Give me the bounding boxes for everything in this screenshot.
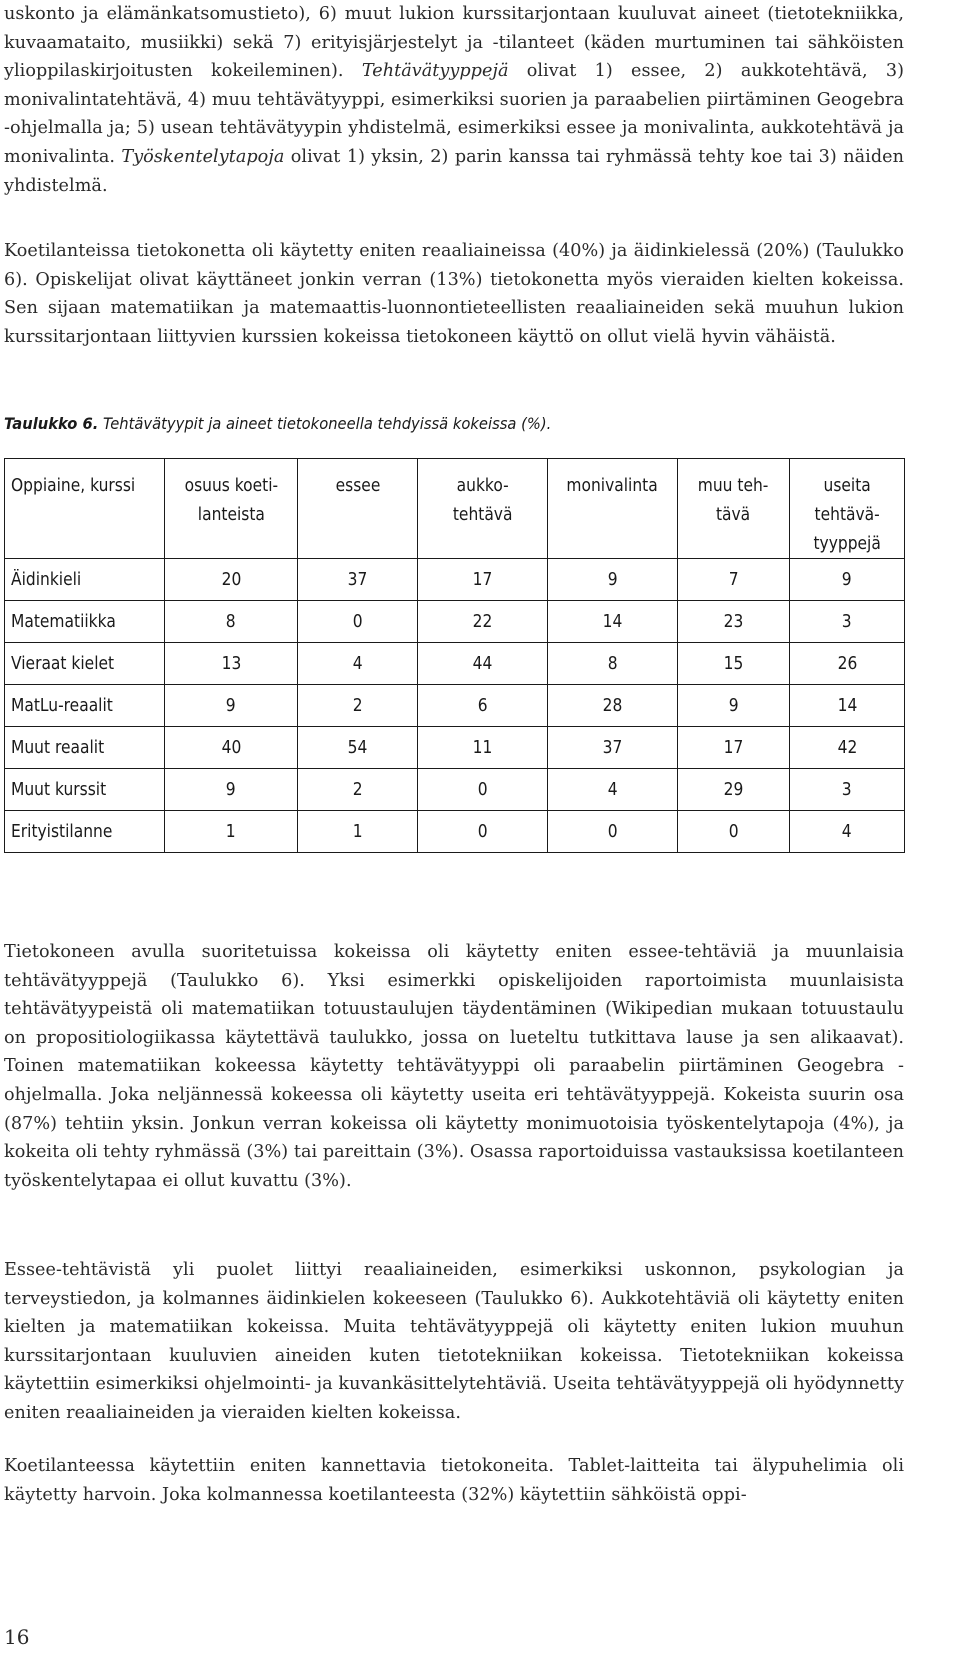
value-cell: 22 — [418, 601, 548, 643]
paragraph-devices: Koetilanteessa käytettiin eniten kannettavia tietokoneita. Tablet-laitteita tai älypuhelimia oli käytetty harvoin. Joka kolmannessa koetilanteesta (32%) käytettiin sähköistä oppi- — [4, 1456, 904, 1505]
value-cell: 54 — [298, 727, 418, 769]
table-caption-text: Tehtävätyypit ja aineet tietokoneella tehdyissä kokeissa (%). — [98, 414, 552, 433]
table-caption-label: Taulukko 6. — [4, 414, 99, 433]
value-cell: 0 — [678, 811, 790, 853]
data-table — [4, 458, 905, 853]
value-cell: 9 — [548, 559, 678, 601]
paragraph-computer-use: Koetilanteissa tietokonetta oli käytetty eniten reaaliaineissa (40%) ja äidinkielessä (20%) (Taulukko 6). Opiskelijat olivat käyttäneet jonkin verran (13%) tietokonetta myös vieraiden kielten kokeissa. Sen sijaan matematiikan ja matemaattis-luonnontieteellisten reaaliaineiden sekä muuhun lukion kurssitarjontaan liittyvien kurssien kokeissa tietokoneen käyttö on ollut vielä hyvin vähäistä. — [4, 241, 904, 347]
value-cell: 28 — [548, 685, 678, 727]
paragraph-text: uskonto ja elämänkatsomustieto), 6) muut lukion kurssitarjontaan kuuluvat aineet (tietotekniikka, kuvaamataito, musiikki) sekä 7) erityisjärjestelyt ja -tilanteet (käden murtuminen tai sähköisten ylioppilaskirjoitusten kokeileminen). — [4, 4, 904, 82]
value-cell: 44 — [418, 643, 548, 685]
paragraph-essay-results: Essee-tehtävistä yli puolet liittyi reaaliaineiden, esimerkiksi uskonnon, psykologian ja terveystiedon, ja kolmannes äidinkielen kokeeseen (Taulukko 6). Aukkotehtäviä oli käytetty eniten kielten ja matematiikan kokeissa. Muita tehtävätyyppejä oli käytetty eniten lukion muuhun kurssitarjontaan kuuluvien aineiden kuten tietotekniikan kokeissa. Tietotekniikan kokeissa käytettiin esimerkiksi ohjelmointi- ja kuvankäsittelytehtäviä. Useita tehtävätyyppejä oli hyödynnetty eniten reaaliaineiden ja vieraiden kielten kokeissa. — [4, 1260, 904, 1423]
value-cell: 9 — [678, 685, 790, 727]
value-cell: 1 — [165, 811, 298, 853]
value-cell: 9 — [790, 559, 905, 601]
header-share: osuus koeti- lanteista — [165, 459, 298, 559]
value-cell: 23 — [678, 601, 790, 643]
value-cell: 4 — [548, 769, 678, 811]
value-cell: 20 — [165, 559, 298, 601]
value-cell: 17 — [678, 727, 790, 769]
value-cell: 9 — [165, 685, 298, 727]
value-cell: 3 — [790, 601, 905, 643]
table-row — [5, 727, 905, 769]
row-label-cell: MatLu-reaalit — [5, 685, 165, 727]
header-other-task: muu teh- tävä — [678, 459, 790, 559]
page-number: 16 — [4, 1625, 30, 1649]
value-cell: 4 — [790, 811, 905, 853]
value-cell: 13 — [165, 643, 298, 685]
value-cell: 2 — [298, 769, 418, 811]
value-cell: 0 — [548, 811, 678, 853]
value-cell: 4 — [298, 643, 418, 685]
value-cell: 0 — [418, 769, 548, 811]
row-label-cell: Muut reaalit — [5, 727, 165, 769]
paragraph-text: olivat 1) yksin, 2) parin kanssa tai ryhmässä tehty koe tai 3) näiden yhdistelmä. — [4, 146, 904, 196]
value-cell: 37 — [548, 727, 678, 769]
row-label-cell: Erityistilanne — [5, 811, 165, 853]
paragraph-task-type-results: Tietokoneen avulla suoritetuissa kokeissa oli käytetty eniten essee-tehtäviä ja muunlaisia tehtävätyyppejä (Taulukko 6). Yksi esimerkki opiskelijoiden raportoimista muunlaisista tehtävätyypeistä oli matematiikan totuustaulujen täydentäminen (Wikipedian mukaan totuustaulu on propositiologiikassa käytettävä taulukko, jossa on lueteltu tutkittava lause ja sen alikaavat). Toinen matematiikan kokeessa käytetty tehtävätyyppi oli paraabelin piirtäminen Geogebra -ohjelmalla. Joka neljännessä kokeessa oli käytetty useita eri tehtävätyyppejä. Kokeista suurin osa (87%) tehtiin yksin. Jonkun verran kokeissa oli käytetty monimuotoisia työskentelytapoja (4%), ja kokeita oli tehty ryhmässä (3%) tai pareittain (3%). Osassa raportoiduissa vastauksissa koetilanteen työskentelytapaa ei ollut kuvattu (3%). — [4, 942, 904, 1191]
header-essay: essee — [298, 459, 418, 559]
value-cell: 3 — [790, 769, 905, 811]
value-cell: 8 — [165, 601, 298, 643]
italic-term: Työskentelytapoja — [121, 146, 285, 167]
row-label-cell: Muut kurssit — [5, 769, 165, 811]
value-cell: 0 — [298, 601, 418, 643]
value-cell: 14 — [790, 685, 905, 727]
value-cell: 2 — [298, 685, 418, 727]
value-cell: 17 — [418, 559, 548, 601]
table-row — [5, 601, 905, 643]
value-cell: 42 — [790, 727, 905, 769]
value-cell: 37 — [298, 559, 418, 601]
table-row — [5, 811, 905, 853]
table-row — [5, 559, 905, 601]
value-cell: 15 — [678, 643, 790, 685]
value-cell: 26 — [790, 643, 905, 685]
table-row — [5, 643, 905, 685]
header-gap-fill: aukko- tehtävä — [418, 459, 548, 559]
value-cell: 7 — [678, 559, 790, 601]
row-label-cell: Matematiikka — [5, 601, 165, 643]
table-header-row — [5, 459, 905, 559]
row-label-cell: Vieraat kielet — [5, 643, 165, 685]
header-subject: Oppiaine, kurssi — [5, 459, 165, 559]
row-label-cell: Äidinkieli — [5, 559, 165, 601]
value-cell: 6 — [418, 685, 548, 727]
paragraph-text: olivat 1) essee, 2) aukkotehtävä, 3) monivalintatehtävä, 4) muu tehtävätyyppi, esimerkiksi suorien ja paraabelien piirtäminen Geogebra -ohjelmalla ja; 5) usean tehtävätyypin yhdistelmä, esimerkiksi essee ja monivalinta, aukkotehtävä ja monivalinta. — [4, 61, 904, 167]
value-cell: 11 — [418, 727, 548, 769]
value-cell: 40 — [165, 727, 298, 769]
table-row — [5, 685, 905, 727]
value-cell: 8 — [548, 643, 678, 685]
header-multiple-choice: monivalinta — [548, 459, 678, 559]
value-cell: 14 — [548, 601, 678, 643]
italic-term: Tehtävätyyppejä — [361, 61, 509, 82]
value-cell: 9 — [165, 769, 298, 811]
value-cell: 0 — [418, 811, 548, 853]
value-cell: 29 — [678, 769, 790, 811]
table-row — [5, 769, 905, 811]
table-caption — [4, 414, 551, 433]
header-several-types: useita tehtävä- tyyppejä — [790, 459, 905, 559]
value-cell: 1 — [298, 811, 418, 853]
paragraph-task-types — [4, 0, 904, 200]
